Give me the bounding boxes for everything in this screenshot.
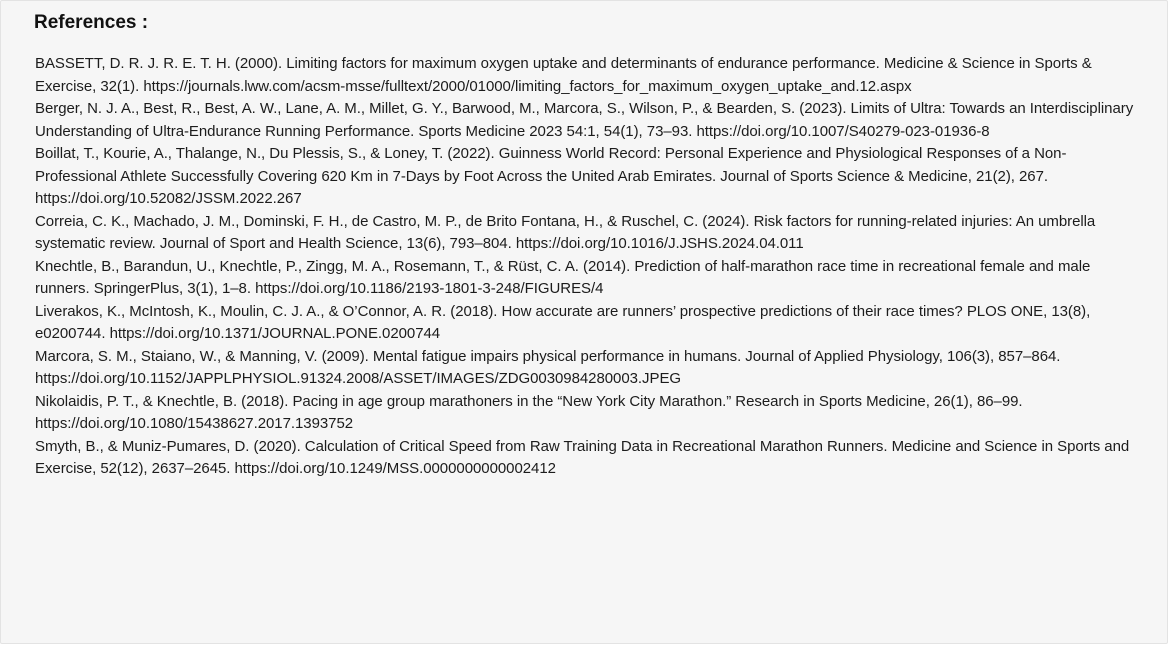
reference-item: Knechtle, B., Barandun, U., Knechtle, P., Zingg, M. A., Rosemann, T., & Rüst, C. A. (2014). Prediction of half-marathon race time in recreational female and male runners. SpringerPlus, 3(1), 1–8. https://doi.org/10.1186/2193-1801-3-248/FIGURES/4 xyxy=(35,257,1091,297)
reference-item: Liverakos, K., McIntosh, K., Moulin, C. J. A., & O’Connor, A. R. (2018). How accurate are runners’ prospective predictions of their race times? PLOS ONE, 13(8), e0200744. https://doi.org/10.1371/JOURNAL.PONE.0200744 xyxy=(35,302,1091,342)
reference-item: Berger, N. J. A., Best, R., Best, A. W., Lane, A. M., Millet, G. Y., Barwood, M., Marcora, S., Wilson, P., & Bearden, S. (2023). Limits of Ultra: Towards an Interdisciplinary Understanding of Ultra-Endurance Running Performance. Sports Medicine 2023 54:1, 54(1), 73–93. https://doi.org/10.1007/S40279-023-01936-8 xyxy=(35,100,1134,140)
reference-item: Smyth, B., & Muniz-Pumares, D. (2020). Calculation of Critical Speed from Raw Training Data in Recreational Marathon Runners. Medicine and Science in Sports and Exercise, 52(12), 2637–2645. https://doi.org/10.1249/MSS.0000000000002412 xyxy=(35,437,1130,477)
reference-item: Nikolaidis, P. T., & Knechtle, B. (2018). Pacing in age group marathoners in the “New York City Marathon.” Research in Sports Medicine, 26(1), 86–99. https://doi.org/10.1080/15438627.2017.1393752 xyxy=(35,392,1023,432)
references-heading: References : xyxy=(34,12,149,33)
reference-item: Correia, C. K., Machado, J. M., Dominski, F. H., de Castro, M. P., de Brito Fontana, H., & Ruschel, C. (2024). Risk factors for running-related injuries: An umbrella systematic review. Journal of Sport and Health Science, 13(6), 793–804. https://doi.org/10.1016/J.JSHS.2024.04.011 xyxy=(35,212,1096,252)
reference-list xyxy=(35,53,1135,481)
reference-item: Boillat, T., Kourie, A., Thalange, N., Du Plessis, S., & Loney, T. (2022). Guinness World Record: Personal Experience and Physiological Responses of a Non-Professional Athlete Successfully Covering 620 Km in 7-Days by Foot Across the United Arab Emirates. Journal of Sports Science & Medicine, 21(2), 267. https://doi.org/10.52082/JSSM.2022.267 xyxy=(35,145,1067,207)
reference-item: BASSETT, D. R. J. R. E. T. H. (2000). Limiting factors for maximum oxygen uptake and determinants of endurance performance. Medicine & Science in Sports & Exercise, 32(1). https://journals.lww.com/acsm-msse/fulltext/2000/01000/limiting_factors_for_maximum_oxygen_uptake_and.12.aspx xyxy=(35,55,1092,95)
reference-item: Marcora, S. M., Staiano, W., & Manning, V. (2009). Mental fatigue impairs physical performance in humans. Journal of Applied Physiology, 106(3), 857–864. https://doi.org/10.1152/JAPPLPHYSIOL.91324.2008/ASSET/IMAGES/ZDG0030984280003.JPEG xyxy=(35,347,1061,387)
